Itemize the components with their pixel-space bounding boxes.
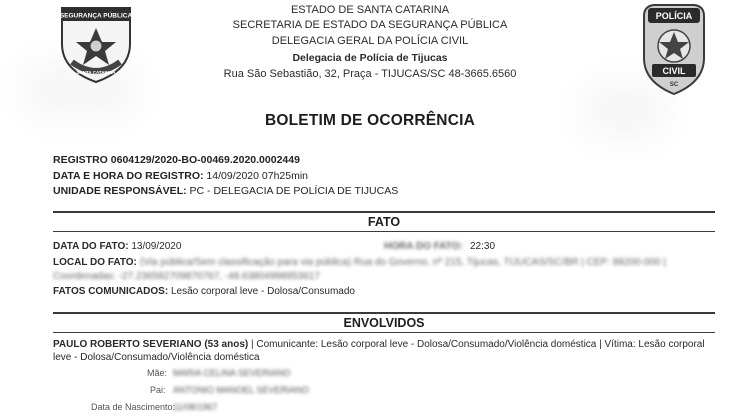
logo-right-sc-text: SC xyxy=(669,82,679,88)
header-secretariat: SECRETARIA DE ESTADO DA SEGURANÇA PÚBLICA xyxy=(232,19,508,31)
header-station: Delegacia de Polícia de Tijucas xyxy=(292,52,448,64)
fato-date-line xyxy=(53,240,181,253)
registro-unit-label: UNIDADE RESPONSÁVEL: xyxy=(53,185,187,197)
fato-comunicados-value: Lesão corporal leve - Dolosa/Consumado xyxy=(170,286,355,297)
document-title: BOLETIM DE OCORRÊNCIA xyxy=(264,112,475,129)
registro-value: 0604129/2020-BO-00469.2020.0002449 xyxy=(110,154,300,166)
header-police: DELEGACIA GERAL DA POLÍCIA CIVIL xyxy=(271,35,469,47)
registro-datetime-value: 14/09/2020 07h25min xyxy=(206,170,309,182)
envolvido-person-name: PAULO ROBERTO SEVERIANO (53 anos) xyxy=(53,339,249,350)
logo-right-top-text: POLÍCIA xyxy=(655,11,693,21)
fato-comunicados-line xyxy=(53,285,355,298)
logo-left-bottom-text: SANTA CATARINA xyxy=(76,70,116,75)
fato-coordinates: Coordenadas: -27.2365827098707​67, -48.6380499895​3617 xyxy=(53,271,320,282)
registro-datetime-label: DATA E HORA DO REGISTRO: xyxy=(53,170,204,182)
fato-section-heading: FATO xyxy=(53,211,715,232)
envolvidos-section-heading: ENVOLVIDOS xyxy=(53,312,715,333)
header-state: ESTADO DE SANTA CATARINA xyxy=(290,4,450,16)
logo-left-top-text: SEGURANÇA PÚBLICA xyxy=(59,12,133,20)
fato-time-label: HORA DO FATO: xyxy=(384,241,463,252)
fato-local-line xyxy=(53,256,137,269)
registro-unit-value: PC - DELEGACIA DE POLÍCIA DE TIJUCAS xyxy=(189,185,399,197)
registro-label: REGISTRO xyxy=(53,154,108,166)
fato-comunicados-label: FATOS COMUNICADOS: xyxy=(53,286,169,297)
mae-label: Mãe: xyxy=(147,368,168,378)
fato-local-label: LOCAL DO FATO: xyxy=(53,257,137,268)
registro-line xyxy=(53,153,300,167)
nascimento-label: Data de Nascimento: xyxy=(91,402,176,412)
fato-time-line xyxy=(384,240,463,253)
envolvido-person-roles: | Comunicante: Lesão corporal leve - Dolosa/Consumado/Violência doméstica | Vítima: Lesão corporal leve - Dolosa/Consumado/Violência doméstica xyxy=(53,339,705,363)
registro-unit-line xyxy=(53,184,398,198)
registro-datetime-line xyxy=(53,169,308,183)
pai-label: Pai: xyxy=(150,385,166,395)
fato-date-label: DATA DO FATO: xyxy=(53,241,129,252)
logo-right-bottom-text: CIVIL xyxy=(662,66,686,76)
fato-local-value: (Via pública/Sem classificação para via pública) Rua do Governo, nº 215, Tijucas, TIJUCAS/SC/BR | CEP: 88200-000 | xyxy=(140,257,666,268)
envolvido-person-paragraph xyxy=(53,338,715,364)
mae-value: MARIA CELINA SEVERIANO xyxy=(173,368,291,378)
pai-value: ANTONIO MANOEL SEVERIANO xyxy=(173,385,310,395)
header-address: Rua São Sebastião, 32, Praça - TIJUCAS/SC 48-3665.6560 xyxy=(223,68,517,80)
nascimento-value: 11/08/1967 xyxy=(173,402,218,412)
fato-date-value: 13/09/2020 xyxy=(131,241,182,252)
fato-time-value: 22:30 xyxy=(470,241,496,252)
